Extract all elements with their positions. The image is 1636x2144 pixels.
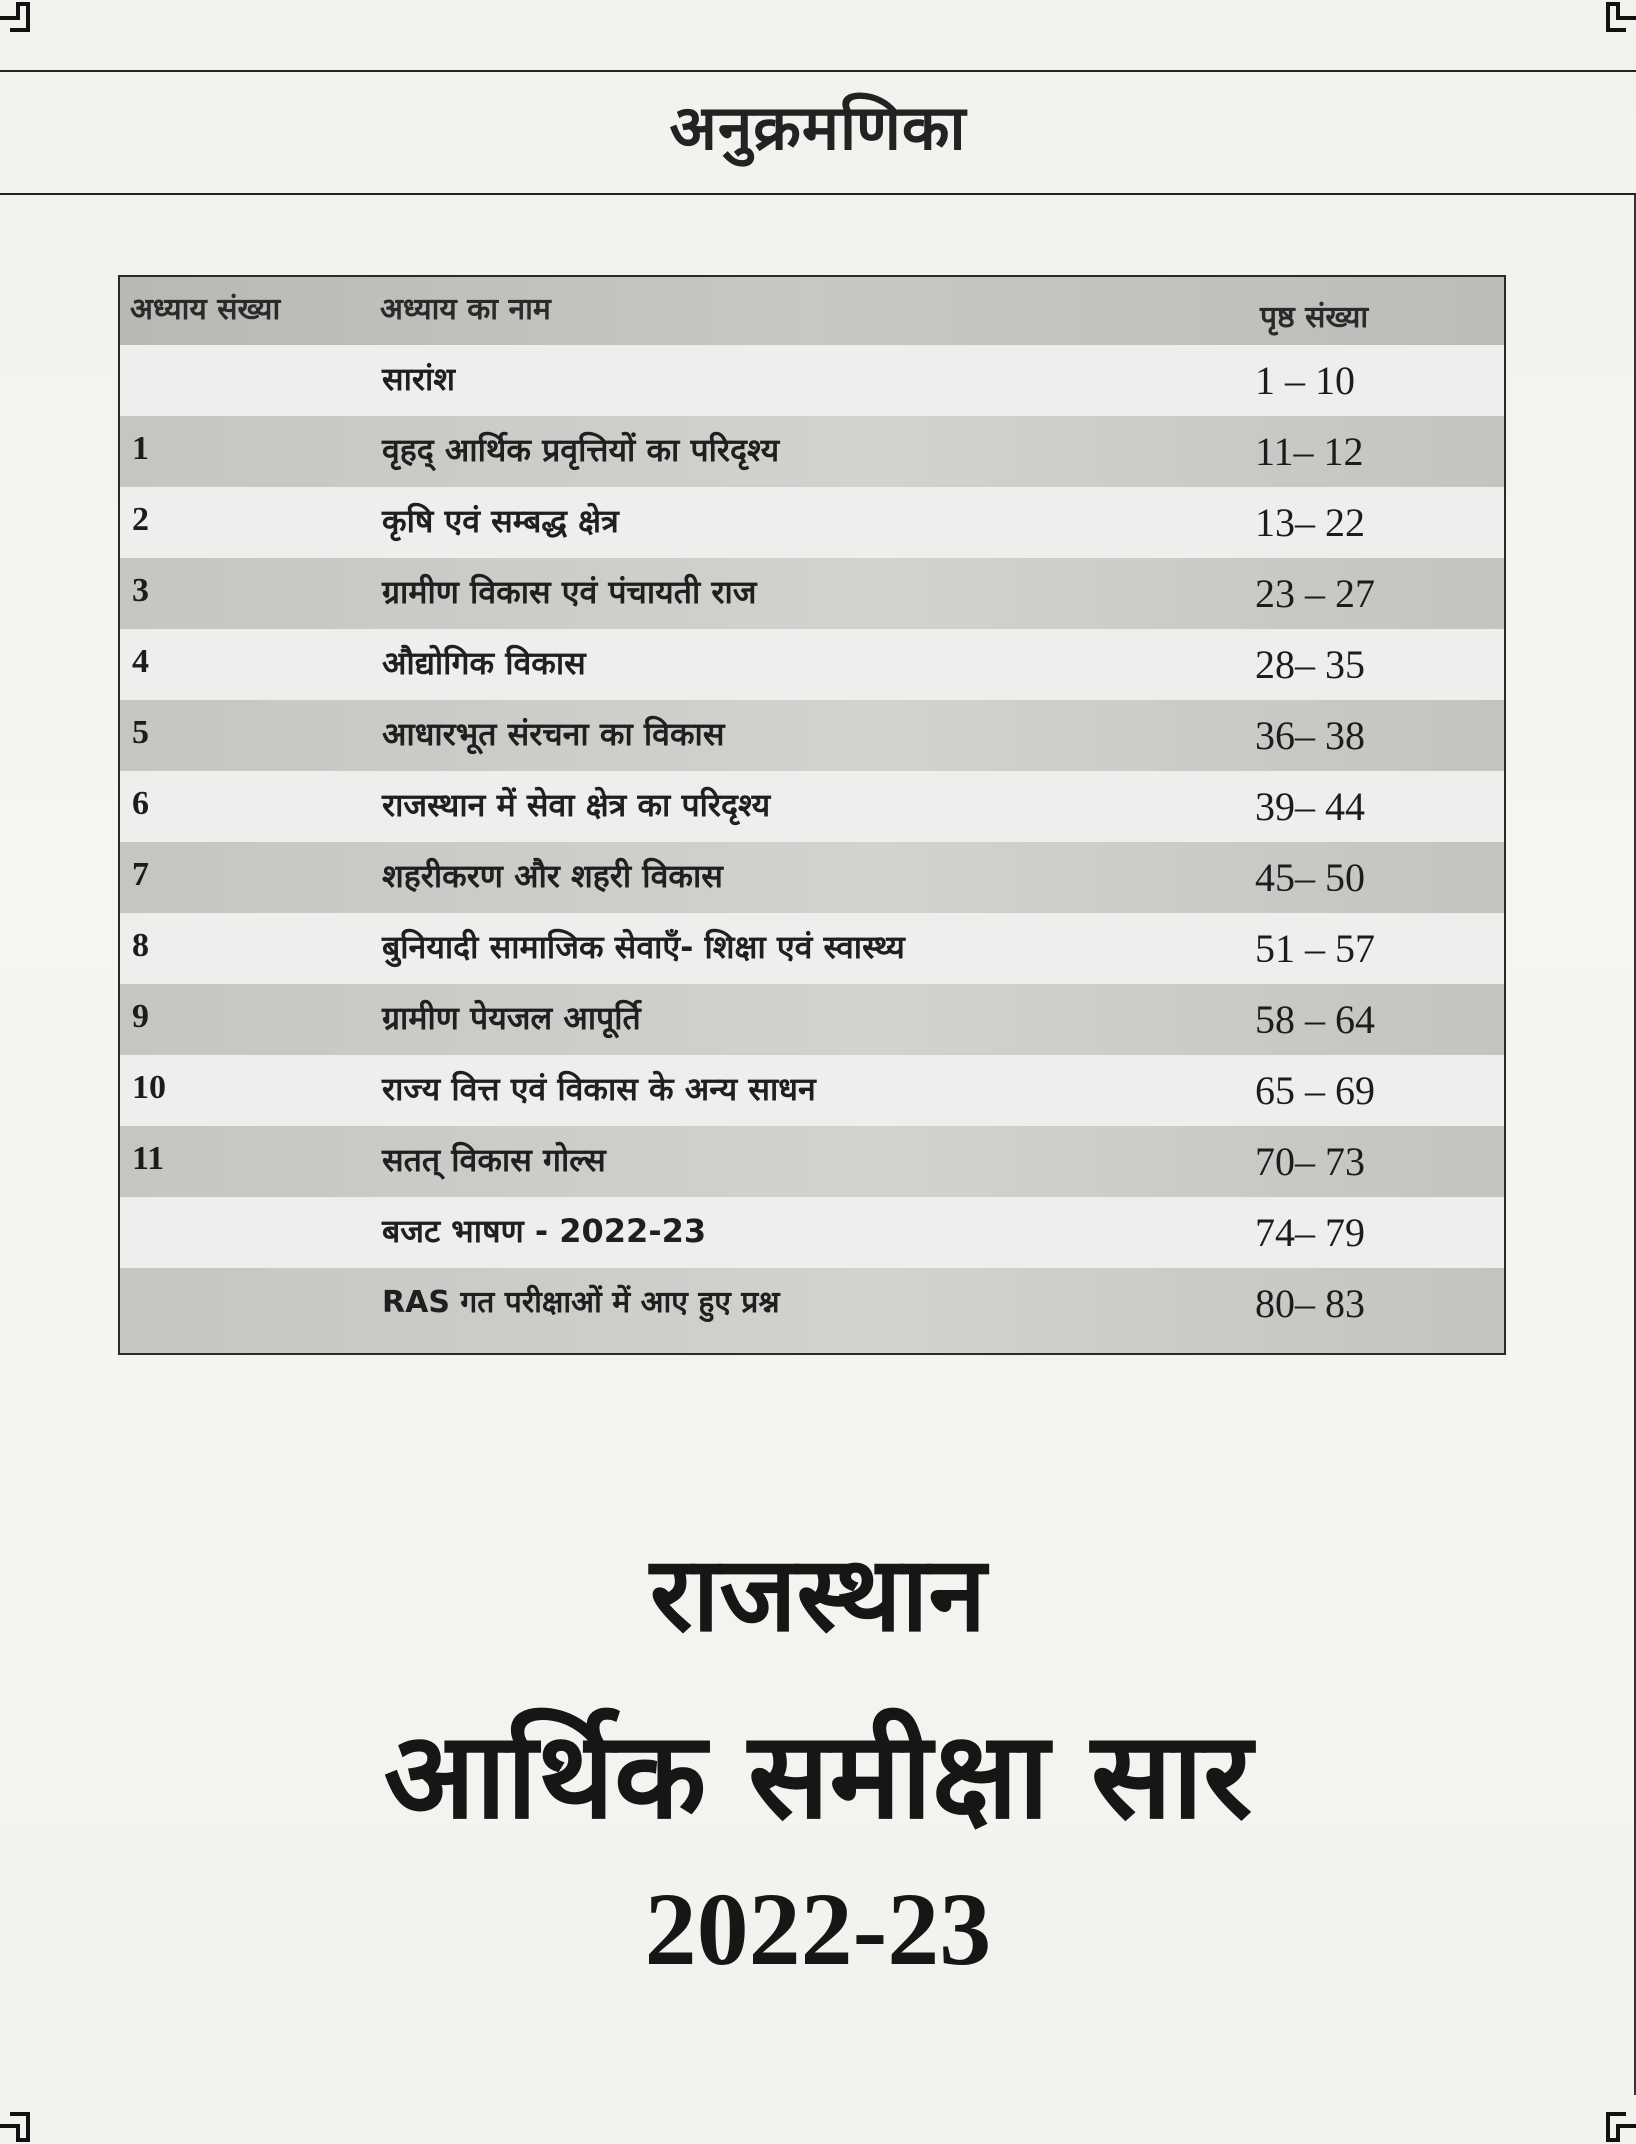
chapter-name: शहरीकरण और शहरी विकास (382, 857, 723, 895)
chapter-number: 9 (132, 998, 149, 1035)
chapter-name: वृहद् आर्थिक प्रवृत्तियों का परिदृश्य (382, 431, 780, 469)
corner-ornament-icon (0, 2104, 40, 2144)
table-row (120, 1268, 1504, 1353)
page-range: 65 – 69 (1255, 1068, 1375, 1113)
chapter-name: ग्रामीण विकास एवं पंचायती राज (382, 573, 757, 611)
table-row (120, 558, 1504, 629)
table-row (120, 345, 1504, 416)
chapter-number: 7 (132, 856, 149, 893)
page-title: अनुक्रमणिका (669, 91, 967, 164)
corner-ornament-icon (0, 0, 40, 40)
page-range: 23 – 27 (1255, 571, 1375, 616)
chapter-number: 5 (132, 714, 149, 751)
chapter-number: 11 (132, 1140, 165, 1177)
page-range: 28– 35 (1255, 642, 1365, 687)
page-range: 36– 38 (1255, 713, 1365, 758)
chapter-name: राज्य वित्त एवं विकास के अन्य साधन (382, 1070, 816, 1108)
table-row (120, 416, 1504, 487)
header-page-number: पृष्ठ संख्या (1260, 300, 1369, 335)
chapter-number: 8 (132, 927, 149, 964)
page-range: 58 – 64 (1255, 997, 1375, 1042)
corner-ornament-icon (1596, 0, 1636, 40)
table-row (120, 1197, 1504, 1268)
table-row (120, 1055, 1504, 1126)
chapter-name: बुनियादी सामाजिक सेवाएँ- शिक्षा एवं स्वास्थ्य (382, 928, 905, 966)
page-range: 51 – 57 (1255, 926, 1375, 971)
page-range: 74– 79 (1255, 1210, 1365, 1255)
header-chapter-number: अध्याय संख्या (130, 292, 281, 327)
cover-title-state: राजस्थान (649, 1533, 987, 1655)
chapter-name: राजस्थान में सेवा क्षेत्र का परिदृश्य (382, 786, 771, 824)
table-row (120, 842, 1504, 913)
chapter-number: 3 (132, 572, 149, 609)
table-row (120, 487, 1504, 558)
title-band (0, 70, 1636, 195)
chapter-number: 1 (132, 430, 149, 467)
chapter-name: औद्योगिक विकास (382, 644, 586, 682)
chapter-name: कृषि एवं सम्बद्ध क्षेत्र (382, 502, 619, 540)
table-row (120, 700, 1504, 771)
table-row (120, 629, 1504, 700)
table-row (120, 1126, 1504, 1197)
contents-table (118, 275, 1506, 1355)
corner-ornament-icon (1596, 2104, 1636, 2144)
chapter-number: 10 (132, 1069, 166, 1106)
table-header (120, 277, 1504, 345)
table-row (120, 771, 1504, 842)
page-range: 39– 44 (1255, 784, 1365, 829)
chapter-name: आधारभूत संरचना का विकास (382, 715, 725, 753)
chapter-number: 6 (132, 785, 149, 822)
chapter-number: 4 (132, 643, 149, 680)
chapter-name: सतत् विकास गोल्स (382, 1141, 606, 1179)
chapter-name: बजट भाषण - 2022-23 (382, 1212, 707, 1250)
chapter-name: RAS गत परीक्षाओं में आए हुए प्रश्न (382, 1285, 780, 1320)
page-range: 13– 22 (1255, 500, 1365, 545)
table-row (120, 913, 1504, 984)
page-range: 45– 50 (1255, 855, 1365, 900)
cover-year: 2022-23 (644, 1872, 992, 1987)
chapter-number: 2 (132, 501, 149, 538)
page-range: 80– 83 (1255, 1281, 1365, 1326)
page-range: 1 – 10 (1255, 358, 1355, 403)
chapter-name: ग्रामीण पेयजल आपूर्ति (382, 999, 641, 1037)
header-chapter-name: अध्याय का नाम (380, 292, 551, 327)
table-row (120, 984, 1504, 1055)
page-range: 11– 12 (1255, 429, 1364, 474)
cover-title-main: आर्थिक समीक्षा सार (383, 1707, 1253, 1846)
page-range: 70– 73 (1255, 1139, 1365, 1184)
chapter-name: सारांश (382, 360, 456, 398)
